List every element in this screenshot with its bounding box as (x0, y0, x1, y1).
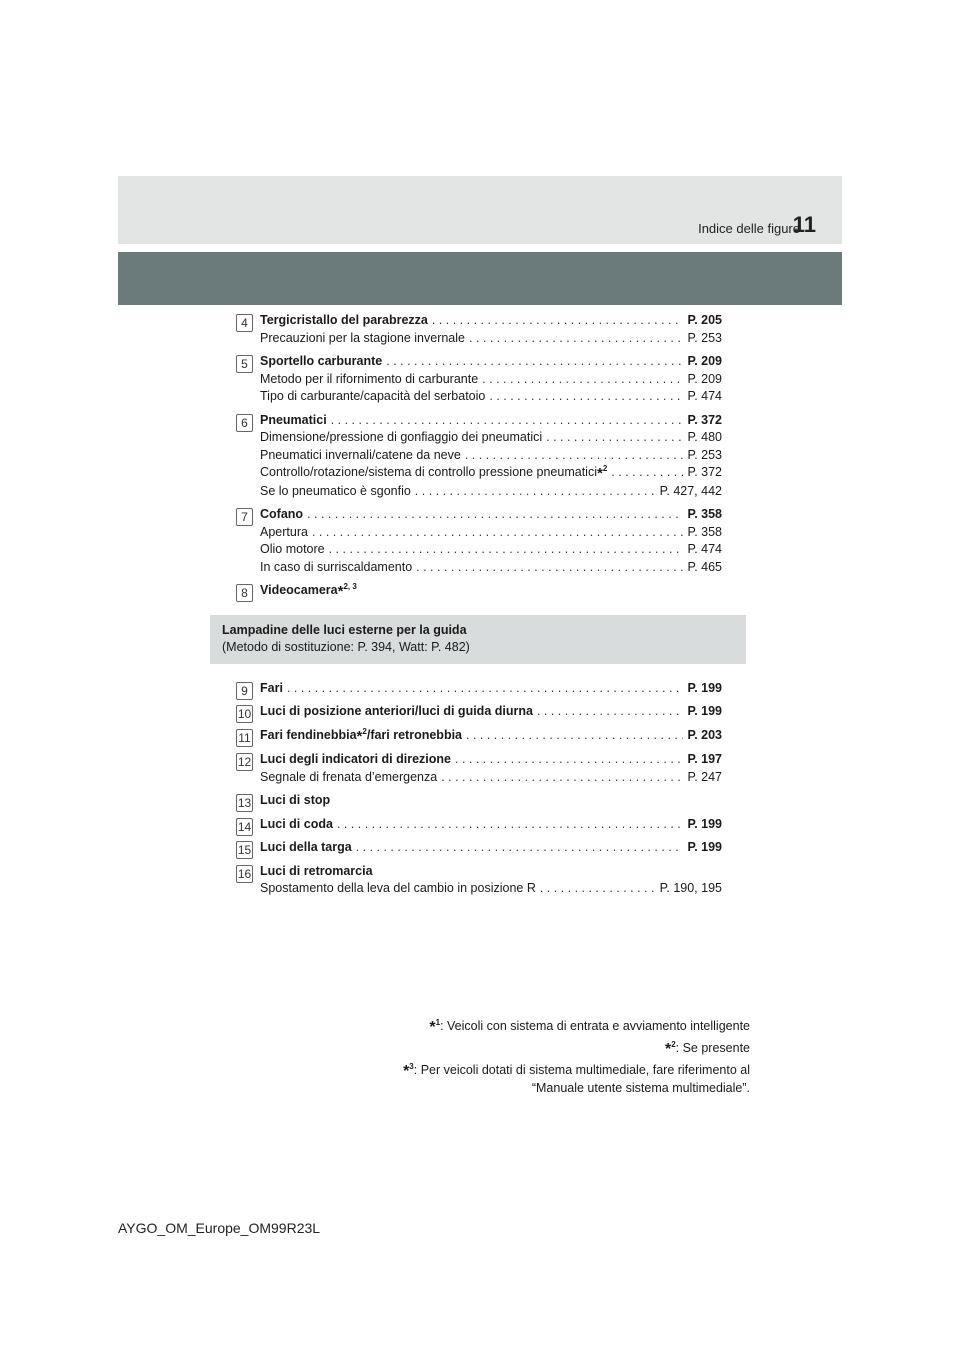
leader-dots (611, 464, 683, 482)
footnote-mark: 1 (435, 1017, 441, 1027)
leader-dots (465, 447, 684, 465)
entry-label: In caso di surriscaldamento (260, 559, 413, 574)
footnote-mark: 3 (409, 1061, 414, 1071)
entry-sub-row (260, 541, 722, 559)
entry-label: Sportello carburante (260, 354, 383, 368)
entry-label: Controllo/rotazione/sistema di controllo pressione pneumatici*$^2$ (260, 463, 608, 482)
entry-title-row (260, 727, 722, 746)
entry-label: Luci di stop (260, 793, 331, 807)
entry-label: Pneumatici invernali/catene da neve (260, 447, 461, 462)
entry-title-row (260, 353, 722, 371)
page-reference: P. 253 (687, 447, 722, 462)
leader-dots (540, 880, 656, 898)
leader-dots (466, 727, 683, 745)
leader-dots (331, 412, 684, 430)
leader-dots (489, 388, 683, 406)
entry-label: Tipo di carburante/capacità del serbatoio (260, 389, 486, 403)
page-number: 11 (792, 212, 816, 237)
entry-label: Se lo pneumatico è sgonfio (260, 483, 411, 498)
footnote-text: : Per veicoli dotati di sistema multimediale, fare riferimento al (413, 1063, 750, 1077)
callout-number-badge: 15 (237, 843, 252, 857)
entry-label: Luci di coda (260, 816, 333, 831)
leader-dots (537, 703, 684, 721)
callout-number-badge: 13 (237, 796, 252, 810)
index-entry (236, 680, 722, 698)
section-subtitle: (Metodo di sostituzione: P. 394, Watt: P. 482) (222, 639, 470, 654)
entry-sub-row (260, 559, 722, 577)
entry-title-row (260, 412, 722, 430)
entry-sub-row (260, 388, 722, 406)
footnote-mark: 2, 3 (343, 581, 357, 591)
entry-sub-row (260, 464, 722, 483)
leader-dots (432, 312, 684, 330)
entry-label: Cofano (260, 507, 304, 521)
entry-sub-row (260, 330, 722, 348)
callout-number-badge: 8 (236, 584, 253, 602)
page-reference: P. 209 (687, 354, 722, 368)
document-footer-code: AYGO_OM_Europe_OM99R23L (118, 1220, 321, 1236)
page-reference: P. 474 (687, 542, 722, 556)
leader-dots (469, 330, 683, 348)
page-reference: P. 209 (687, 371, 722, 386)
entry-title-row (260, 703, 722, 721)
leader-dots (312, 524, 684, 542)
footnote (190, 1062, 750, 1097)
entry-label: Videocamera*$^{2, 3}$ (260, 581, 357, 600)
page-reference: P. 465 (687, 559, 722, 574)
leader-dots (441, 769, 683, 787)
entry-title-row (260, 506, 722, 524)
page-reference: P. 190, 195 (659, 881, 722, 895)
callout-number-badge: 4 (236, 314, 253, 332)
callout-number-badge: 14 (237, 819, 252, 834)
entries-top (236, 312, 722, 601)
entry-sub-row (260, 524, 722, 542)
leader-dots (287, 680, 684, 698)
index-entry (236, 751, 722, 786)
index-entry (236, 703, 722, 721)
leader-dots (482, 371, 683, 389)
entry-label: Precauzioni per la stagione invernale (260, 330, 465, 345)
entry-label: Dimensione/pressione di gonfiaggio dei pneumatici (260, 430, 543, 444)
footnote-mark: 2 (671, 1039, 676, 1049)
index-entry (236, 582, 722, 601)
callout-number-badge: 10 (237, 707, 252, 721)
page-reference: P. 199 (687, 840, 722, 854)
entry-label: Fari fendinebbia*$^2$/fari retronebbia (260, 726, 463, 745)
footnote-mark: 2 (602, 463, 608, 473)
entry-title-row (260, 312, 722, 330)
entry-title-row (260, 839, 722, 857)
leader-dots (329, 541, 684, 559)
footnote-mark: 2 (362, 726, 367, 736)
entry-sub-row (260, 483, 722, 501)
callout-number-badge: 7 (236, 508, 253, 526)
entry-label: Luci di posizione anteriori/luci di guida diurna (260, 704, 533, 718)
footnote-asterisk: * (596, 465, 603, 482)
entry-label: Apertura (260, 524, 308, 539)
entry-sub-row (260, 371, 722, 389)
entry-sub-row (260, 769, 722, 787)
footnote-text: : Veicoli con sistema di entrata e avviamento intelligente (440, 1019, 750, 1033)
entry-label: Metodo per il rifornimento di carburante (260, 371, 479, 386)
index-entry (236, 312, 722, 347)
footnote (190, 1040, 750, 1058)
entry-label: Spostamento della leva del cambio in posizione R (260, 881, 536, 895)
entry-title-row (260, 680, 722, 698)
header-dark-bar (118, 252, 842, 305)
section-header-exterior-lights (210, 615, 746, 664)
footnote (190, 1018, 750, 1036)
entry-label: Luci degli indicatori di direzione (260, 752, 451, 766)
section-title: Lampadine delle luci esterne per la guida (222, 622, 467, 637)
page-reference: P. 427, 442 (659, 483, 722, 498)
page-reference: P. 205 (687, 313, 722, 327)
page-reference: P. 372 (687, 465, 722, 479)
callout-number-badge: 6 (236, 414, 253, 432)
entry-sub-row (260, 880, 722, 898)
entries-bottom (236, 680, 722, 898)
footnote-asterisk: * (664, 1041, 672, 1058)
footnotes (190, 1018, 750, 1101)
page-reference: P. 247 (687, 769, 722, 784)
footnote-text: : Se presente (675, 1041, 750, 1055)
callout-number-badge: 16 (237, 866, 252, 881)
page-reference: P. 253 (687, 330, 722, 345)
index-entry (236, 792, 722, 810)
page-reference: P. 199 (687, 680, 722, 695)
leader-dots (337, 816, 684, 834)
page-reference: P. 199 (687, 816, 722, 831)
entry-title-row (260, 863, 722, 881)
callout-number-badge: 9 (236, 682, 253, 700)
index-entry (236, 727, 722, 746)
entry-label: Tergicristallo del parabrezza (260, 313, 428, 327)
footnote-text-continued: “Manuale utente sistema multimediale”. (531, 1081, 750, 1095)
page-reference: P. 358 (687, 524, 722, 539)
entry-title-row (260, 582, 722, 601)
page-reference: P. 203 (687, 727, 722, 742)
footnote-asterisk: * (356, 727, 363, 745)
page-reference: P. 358 (687, 507, 722, 521)
page-reference: P. 372 (687, 412, 722, 427)
entry-title-row (260, 792, 722, 810)
header-section-title: Indice delle figure (698, 221, 800, 236)
entry-sub-row (260, 429, 722, 447)
entry-label: Pneumatici (260, 412, 327, 427)
entry-label: Luci della targa (260, 840, 352, 854)
entry-label: Segnale di frenata d’emergenza (260, 769, 438, 784)
index-entry (236, 353, 722, 406)
index-entry (236, 863, 722, 898)
page-reference: P. 197 (687, 752, 722, 766)
leader-dots (386, 353, 683, 371)
callout-number-badge: 11 (236, 729, 253, 747)
leader-dots (455, 751, 683, 769)
footnote-asterisk: * (337, 583, 344, 600)
leader-dots (546, 429, 683, 447)
index-entry (236, 506, 722, 576)
leader-dots (307, 506, 683, 524)
entry-label: Olio motore (260, 542, 325, 556)
entry-label: Fari (260, 680, 283, 695)
index-entry (236, 412, 722, 501)
page-reference: P. 480 (687, 430, 722, 444)
page-reference: P. 474 (687, 389, 722, 403)
entry-title-row (260, 816, 722, 834)
leader-dots (416, 559, 683, 577)
leader-dots (356, 839, 684, 857)
callout-number-badge: 5 (236, 355, 253, 373)
index-entry (236, 816, 722, 834)
footnote-asterisk: * (429, 1019, 436, 1036)
entry-title-row (260, 751, 722, 769)
entry-label: Luci di retromarcia (260, 863, 373, 878)
footnote-asterisk: * (403, 1063, 410, 1080)
leader-dots (415, 483, 656, 501)
figure-index-content (222, 312, 722, 904)
entry-sub-row (260, 447, 722, 465)
page-reference: P. 199 (687, 704, 722, 718)
callout-number-badge: 12 (237, 755, 252, 769)
index-entry (236, 839, 722, 857)
